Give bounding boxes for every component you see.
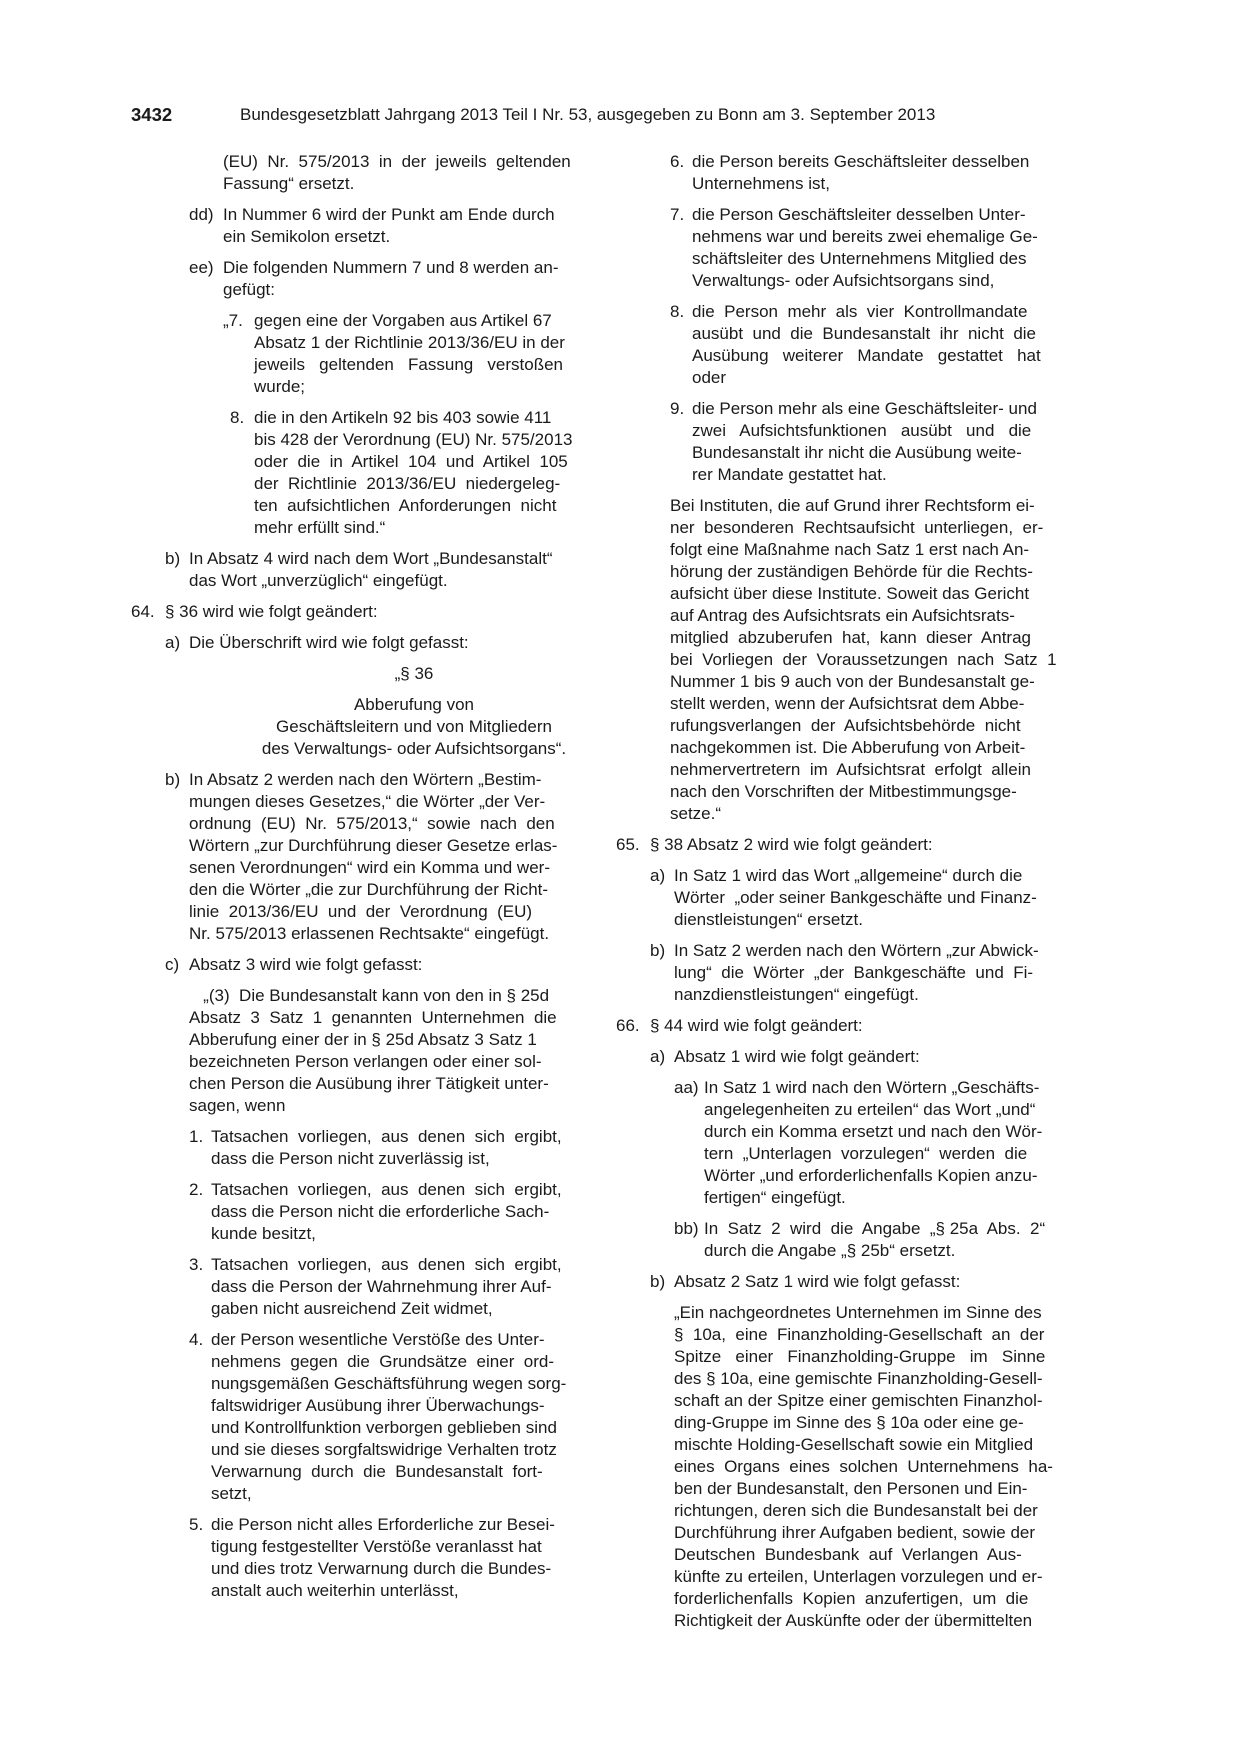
- text-body: In Absatz 2 werden nach den Wörtern „Bestim- mungen dieses Gesetzes,“ die Wörter „der Ver- ordnung (EU) Nr. 575/2013,“ sowie nach den Wörtern „zur Durchführung dieser Gesetze erlas- senen Verordnungen“ wird ein Komma und wer- den die Wörter „die zur Durchführung der Richt- linie 2013/36/EU und der Verordnung (EU) Nr. 575/2013 erlassenen Rechtsakte“ eingefügt.: [189, 770, 558, 943]
- page-header: [131, 104, 1111, 128]
- list-item-66: [616, 1015, 1111, 1037]
- text-body: Absatz 3 wird wie folgt gefasst:: [189, 955, 423, 974]
- text-body: der Person wesentliche Verstöße des Unter- nehmens gegen die Grundsätze einer ord- nungsgemäßen Geschäftsführung wegen sorg- faltswidriger Ausübung ihrer Überwachungs- und Kontrollfunktion verborgen geblieben sind und sie dieses sorgfaltswidrige Verhalten trotz Verwarnung durch die Bundesanstalt fort- setzt,: [211, 1330, 567, 1503]
- list-label: 9.: [670, 399, 685, 418]
- list-item-b: [165, 769, 605, 945]
- text-body: die Person mehr als eine Geschäftsleiter- und zwei Aufsichtsfunktionen ausübt und die Bundesanstalt ihr nicht die Ausübung weite- rer Mandate gestattet hat.: [692, 399, 1037, 484]
- text-body: Bei Instituten, die auf Grund ihrer Rechtsform ei- ner besonderen Rechtsaufsicht unterliegen, er- folgt eine Maßnahme nach Satz 1 erst nach An- hörung der zuständigen Behörde für die Rechts- aufsicht über diese Institute. Soweit das Gericht auf Antrag des Aufsichtsrats ein Aufsichtsrats- mitglied abzuberufen hat, kann dieser Antrag bei Vorliegen der Voraussetzungen nach Satz 1 Nummer 1 bis 9 auch von der Bundesanstalt ge- stellt werden, wenn der Aufsichtsrat dem Abbe- rufungsverlangen der Aufsichtsbehörde nicht nachgekommen ist. Die Abberufung von Arbeit- nehmervertretern im Aufsichtsrat erfolgt allein nach den Vorschriften der Mitbestimmungsge- setze.“: [670, 496, 1057, 823]
- text-body: Absatz 2 Satz 1 wird wie folgt gefasst:: [674, 1272, 961, 1291]
- list-label: a): [650, 1047, 666, 1066]
- list-item-2: [189, 1179, 605, 1245]
- list-item-ee: [189, 257, 605, 301]
- text-body: In Satz 2 wird die Angabe „§ 25a Abs. 2“ durch die Angabe „§ 25b“ ersetzt.: [704, 1219, 1046, 1260]
- list-item-8: [223, 407, 605, 539]
- list-item-bb: [674, 1218, 1111, 1262]
- text-body: „Ein nachgeordnetes Unternehmen im Sinne des § 10a, eine Finanzholding-Gesellschaft an der Spitze einer Finanzholding-Gruppe im Sinne des § 10a, eine gemischte Finanzholding-Gesell- schaft an der Spitze einer gemischten Finanzhol- ding-Gruppe im Sinne des § 10a oder eine ge- mischte Holding-Gesellschaft sowie ein Mitglied eines Organs eines solchen Unternehmens ha- ben der Bundesanstalt, den Personen und Ein- richtungen, deren sich die Bundesanstalt bei der Durchführung ihrer Aufgaben bedient, sowie der Deutschen Bundesbank auf Verlangen Aus- künfte zu erteilen, Unterlagen vorzulegen und er- forderlichenfalls Kopien anzufertigen, um die Richtigkeit der Auskünfte oder der übermittelten: [674, 1303, 1053, 1630]
- list-label: aa): [674, 1078, 699, 1097]
- text-body: Die Überschrift wird wie folgt gefasst:: [189, 633, 469, 652]
- list-label: 7.: [670, 205, 685, 224]
- quoted-paragraph: [189, 985, 605, 1117]
- text-body: Absatz 1 wird wie folgt geändert:: [674, 1047, 920, 1066]
- text-body: § 44 wird wie folgt geändert:: [650, 1016, 863, 1035]
- list-item-a: [165, 632, 605, 654]
- list-label: 8.: [670, 302, 685, 321]
- text-body: Tatsachen vorliegen, aus denen sich ergibt, dass die Person der Wahrnehmung ihrer Auf- gaben nicht ausreichend Zeit widmet,: [211, 1255, 562, 1318]
- list-label: a): [165, 633, 181, 652]
- text-body: In Satz 2 werden nach den Wörtern „zur Abwick- lung“ die Wörter „der Bankgeschäfte und Fi- nanzdienstleistungen“ eingefügt.: [674, 941, 1039, 1004]
- list-item-6: [670, 151, 1111, 195]
- list-item-b: [165, 548, 605, 592]
- page-number: 3432: [131, 104, 173, 125]
- text-body: In Absatz 4 wird nach dem Wort „Bundesanstalt“ das Wort „unverzüglich“ eingefügt.: [189, 549, 553, 590]
- section-heading-number: [223, 663, 605, 685]
- text-block: [223, 151, 605, 195]
- list-item-8: [670, 301, 1111, 389]
- text-body: In Satz 1 wird das Wort „allgemeine“ durch die Wörter „oder seiner Bankgeschäfte und Finanz- dienstleistungen“ ersetzt.: [674, 866, 1037, 929]
- list-label: b): [165, 770, 181, 789]
- list-item-aa: [674, 1077, 1111, 1209]
- list-label: 4.: [189, 1330, 204, 1349]
- list-item-a: [650, 1046, 1111, 1068]
- running-title: Bundesgesetzblatt Jahrgang 2013 Teil I Nr. 53, ausgegeben zu Bonn am 3. September 2013: [240, 105, 936, 124]
- list-label: c): [165, 955, 180, 974]
- text-body: (EU) Nr. 575/2013 in der jeweils geltenden Fassung“ ersetzt.: [223, 152, 571, 193]
- text-body: die Person Geschäftsleiter desselben Unter- nehmens war und bereits zwei ehemalige Ge- schäftsleiter des Unternehmens Mitglied des Verwaltungs- oder Aufsichtsorgans sind,: [692, 205, 1038, 290]
- list-label: ee): [189, 258, 214, 277]
- text-body: Tatsachen vorliegen, aus denen sich ergibt, dass die Person nicht zuverlässig ist,: [211, 1127, 562, 1168]
- list-label: b): [165, 549, 181, 568]
- text-body: die Person nicht alles Erforderliche zur Besei- tigung festgestellter Verstöße veranlasst hat und dies trotz Verwarnung durch die Bundes- anstalt auch weiterhin unterlässt,: [211, 1515, 555, 1600]
- text-body: die Person mehr als vier Kontrollmandate ausübt und die Bundesanstalt ihr nicht die Ausübung weiterer Mandate gestattet hat oder: [692, 302, 1041, 387]
- list-label: 6.: [670, 152, 685, 171]
- list-label: bb): [674, 1219, 699, 1238]
- section-heading-title: [223, 694, 605, 760]
- list-item-1: [189, 1126, 605, 1170]
- list-item-64: [131, 601, 605, 623]
- list-item-7: [223, 310, 605, 398]
- list-label: 65.: [616, 835, 640, 854]
- list-label: dd): [189, 205, 214, 224]
- text-body: § 38 Absatz 2 wird wie folgt geändert:: [650, 835, 933, 854]
- text-body: Tatsachen vorliegen, aus denen sich ergibt, dass die Person nicht die erforderliche Sach- kunde besitzt,: [211, 1180, 562, 1243]
- list-item-a: [650, 865, 1111, 931]
- text-body: die Person bereits Geschäftsleiter desselben Unternehmens ist,: [692, 152, 1030, 193]
- text-body: Die folgenden Nummern 7 und 8 werden an- gefügt:: [223, 258, 559, 299]
- list-label: 1.: [189, 1127, 204, 1146]
- list-label: „7.: [223, 311, 243, 330]
- quoted-paragraph: [674, 1302, 1111, 1632]
- text-body: § 36 wird wie folgt geändert:: [165, 602, 378, 621]
- list-item-b: [650, 1271, 1111, 1293]
- text-body: „§ 36: [394, 664, 434, 683]
- right-column: [616, 151, 1111, 1632]
- text-body: Abberufung von Geschäftsleitern und von Mitgliedern des Verwaltungs- oder Aufsichtsorgans“.: [261, 695, 567, 758]
- list-label: 3.: [189, 1255, 204, 1274]
- left-column: [131, 151, 605, 1602]
- text-body: die in den Artikeln 92 bis 403 sowie 411 bis 428 der Verordnung (EU) Nr. 575/2013 oder die in Artikel 104 und Artikel 105 der Richtlinie 2013/36/EU niedergeleg- ten aufsichtlichen Anforderungen nicht mehr erfüllt sind.“: [254, 408, 573, 537]
- list-label: b): [650, 1272, 666, 1291]
- list-item-dd: [189, 204, 605, 248]
- list-label: 5.: [189, 1515, 204, 1534]
- list-label: 66.: [616, 1016, 640, 1035]
- text-body: In Satz 1 wird nach den Wörtern „Geschäfts- angelegenheiten zu erteilen“ das Wort „und“ durch ein Komma ersetzt und nach den Wör- tern „Unterlagen vorzulegen“ werden die Wörter „und erforderlichenfalls Kopien anzu- fertigen“ eingefügt.: [704, 1078, 1043, 1207]
- list-item-65: [616, 834, 1111, 856]
- list-item-3: [189, 1254, 605, 1320]
- list-item-7: [670, 204, 1111, 292]
- text-body: „(3) Die Bundesanstalt kann von den in § 25d Absatz 3 Satz 1 genannten Unternehmen die Abberufung einer der in § 25d Absatz 3 Satz 1 bezeichneten Person verlangen oder einer sol- chen Person die Ausübung ihrer Tätigkeit unter- sagen, wenn: [189, 986, 557, 1115]
- paragraph: [670, 495, 1111, 825]
- list-label: b): [650, 941, 666, 960]
- list-label: 2.: [189, 1180, 204, 1199]
- text-body: In Nummer 6 wird der Punkt am Ende durch ein Semikolon ersetzt.: [223, 205, 555, 246]
- list-label: 8.: [230, 408, 245, 427]
- list-item-5: [189, 1514, 605, 1602]
- list-item-9: [670, 398, 1111, 486]
- list-item-c: [165, 954, 605, 976]
- list-label: a): [650, 866, 666, 885]
- text-body: gegen eine der Vorgaben aus Artikel 67 Absatz 1 der Richtlinie 2013/36/EU in der jeweils geltenden Fassung verstoßen wurde;: [254, 311, 565, 396]
- list-label: 64.: [131, 602, 155, 621]
- list-item-b: [650, 940, 1111, 1006]
- list-item-4: [189, 1329, 605, 1505]
